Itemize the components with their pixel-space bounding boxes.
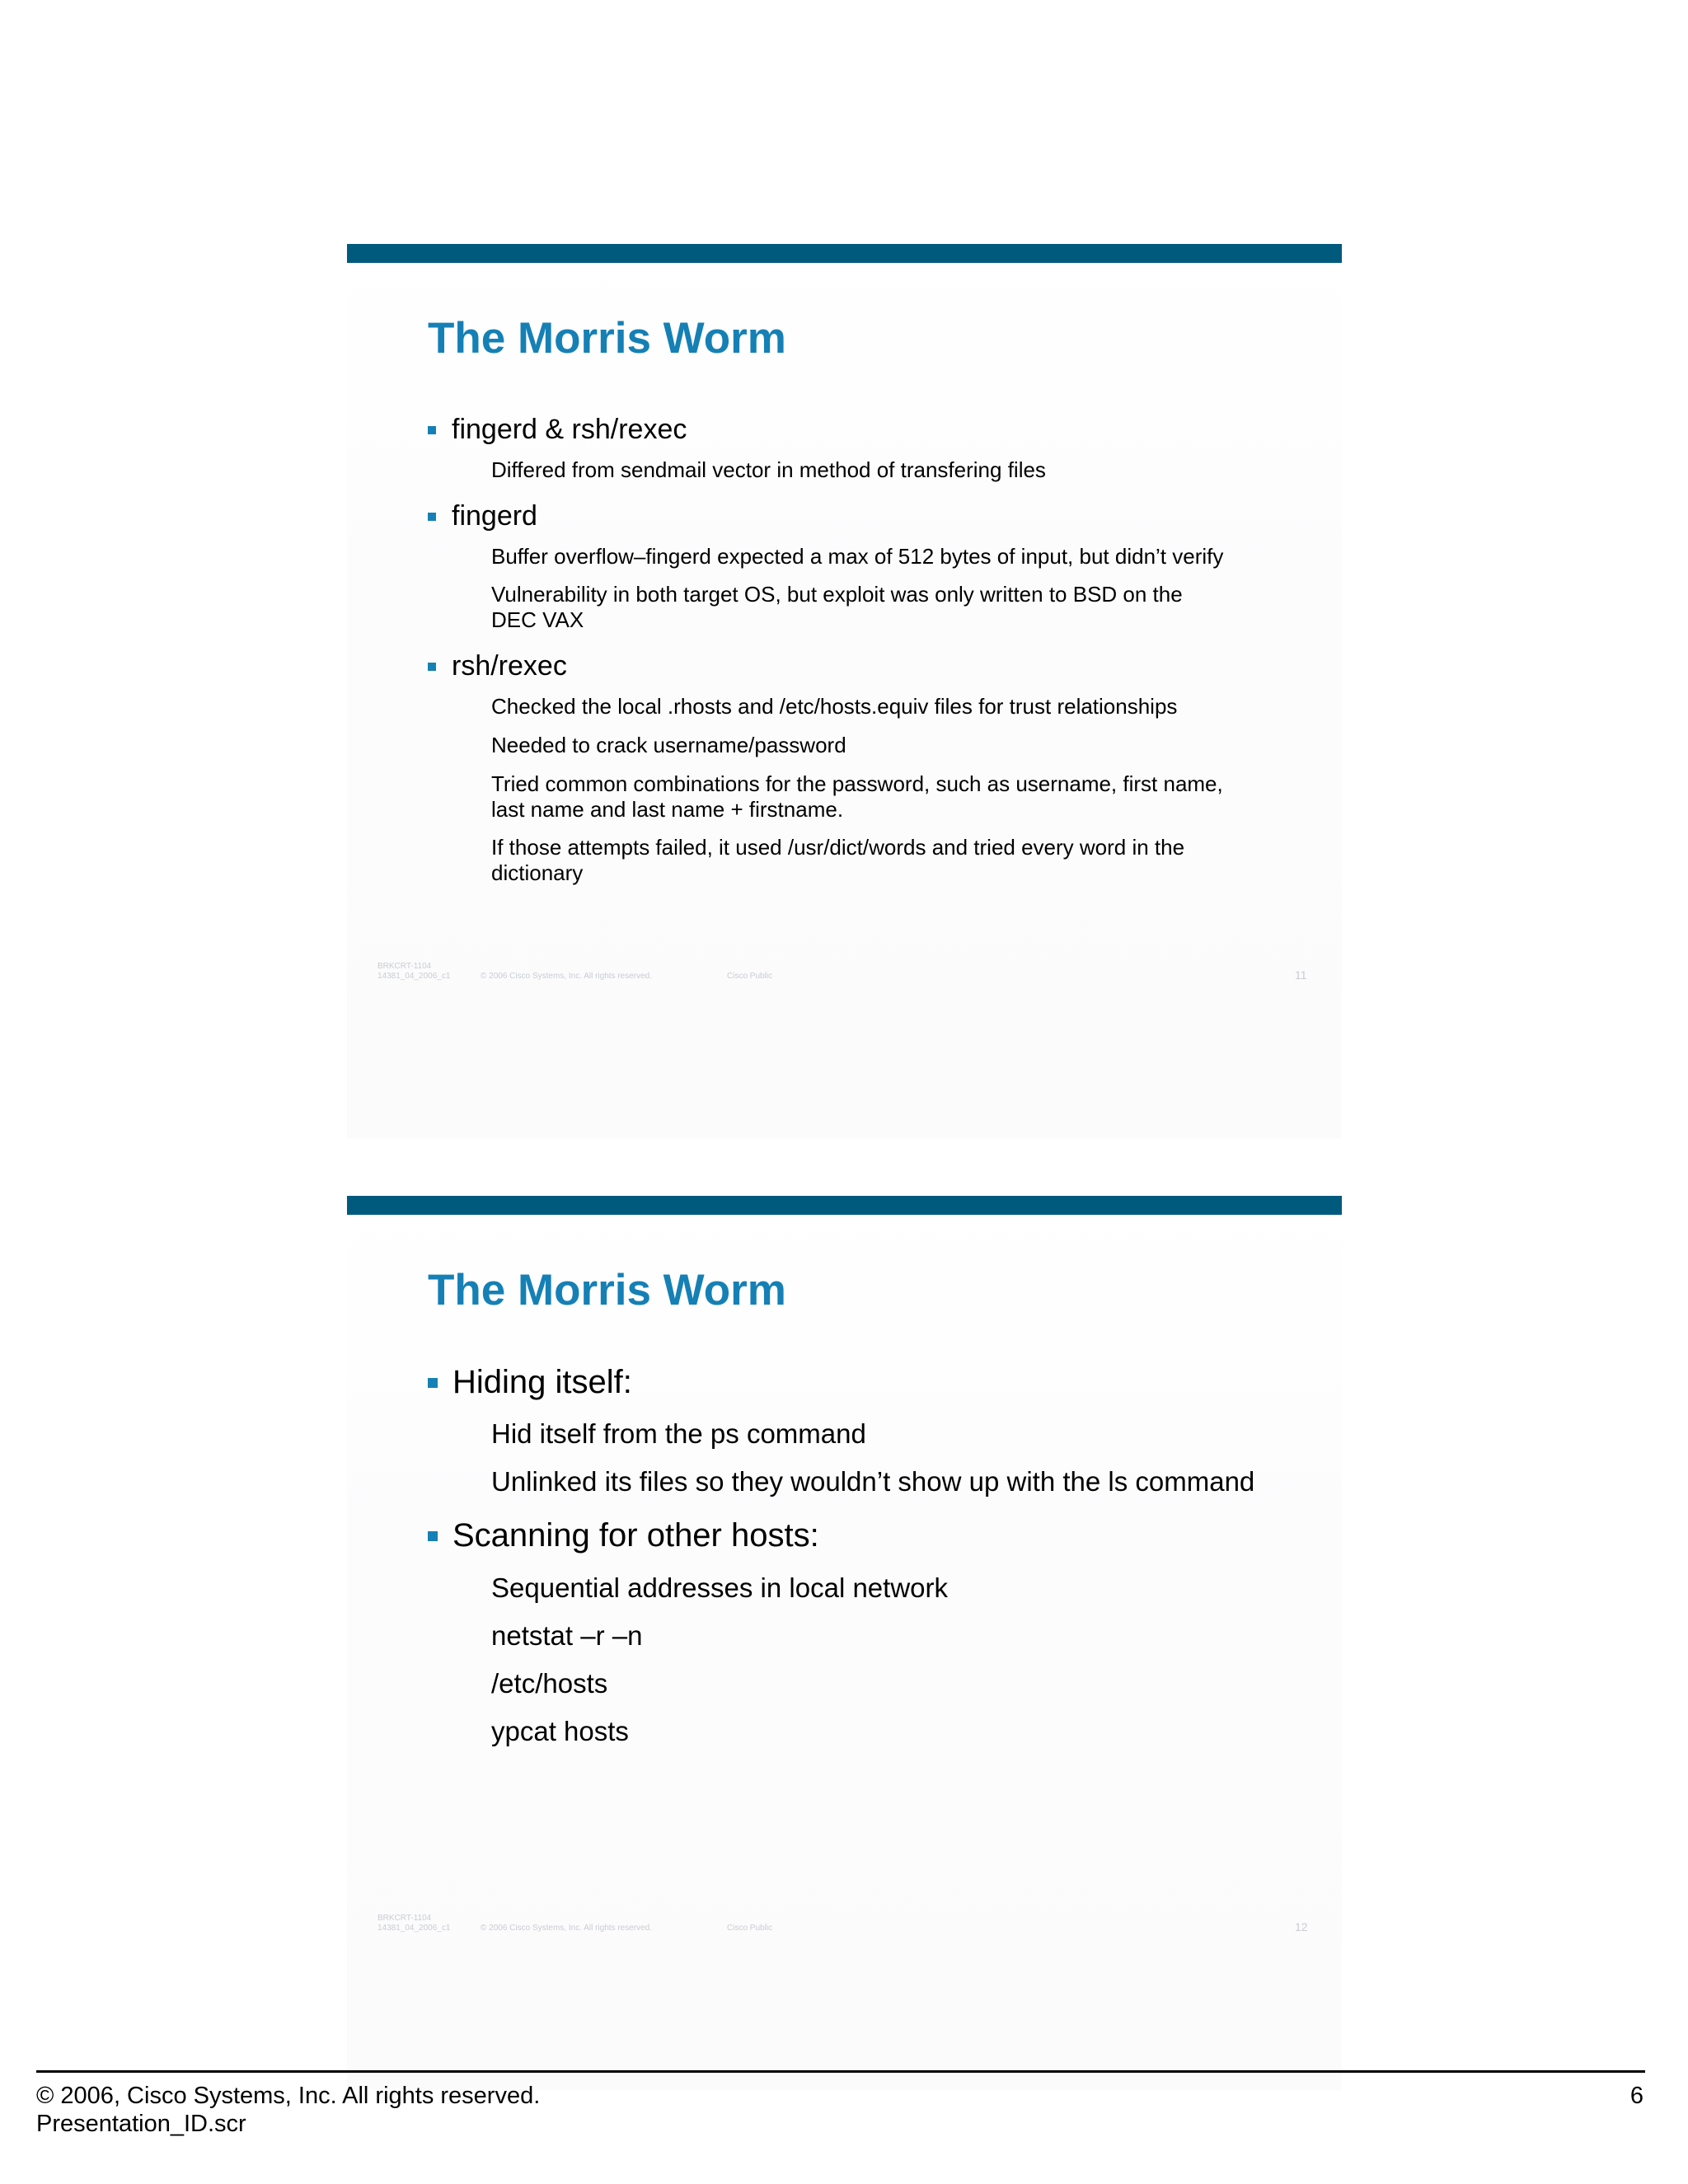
sub-bullet-text: If those attempts failed, it used /usr/dict/words and tried every word in the dictionary [491,835,1185,885]
sub-bullet-text: Vulnerability in both target OS, but exploit was only written to BSD on the DEC VAX [491,582,1183,632]
bullet-square-icon [428,663,436,671]
slide-footer-copyright: © 2006 Cisco Systems, Inc. All rights reserved. [481,972,653,981]
sub-bullet-text: Tried common combinations for the password, such as username, first name, last name and last name + firstname. [491,771,1223,822]
sub-bullet: Unlinked its files so they wouldn’t show up with the ls command [491,1466,1255,1497]
presentation-code: 14381_04_2006_c1 [377,972,451,981]
sub-bullet: Sequential addresses in local network [491,1572,948,1603]
slide-header-bar [347,244,1342,263]
bullet-square-icon [428,513,436,521]
bullet-scanning-hosts [428,1517,819,1554]
slide-header-bar [347,1196,1342,1215]
bullet-square-icon [428,1531,438,1541]
bullet-label: rsh/rexec [452,650,567,682]
presentation-code: 14381_04_2006_c1 [377,1924,451,1933]
bullet-square-icon [428,1378,438,1388]
bullet-label: fingerd [452,500,537,532]
sub-bullet: netstat –r –n [491,1620,643,1651]
bullet-rsh-rexec [428,650,567,682]
bullet-label: fingerd & rsh/rexec [452,414,687,445]
bullet-fingerd [428,500,537,532]
slide-footer-ids [377,1914,450,1933]
sub-bullet [491,835,1184,886]
sub-bullet: Differed from sendmail vector in method of transfering files [491,457,1046,482]
bullet-hiding-itself [428,1364,632,1401]
page-footer-presentation-id: Presentation_ID.scr [36,2111,246,2137]
slide-footer-copyright: © 2006 Cisco Systems, Inc. All rights reserved. [481,1924,653,1933]
slide-title: The Morris Worm [428,314,786,363]
sub-bullet: ypcat hosts [491,1716,629,1746]
slide-footer-classification: Cisco Public [727,1924,773,1933]
page-number: 6 [1629,2083,1643,2109]
page-footer-rule [36,2070,1645,2073]
slide-footer-classification: Cisco Public [727,972,773,981]
sub-bullet: Hid itself from the ps command [491,1418,866,1449]
slide-number: 12 [1295,1920,1308,1933]
slide-background [347,244,1342,1138]
slide-title: The Morris Worm [428,1266,786,1315]
sub-bullet [491,582,1183,633]
sub-bullet: /etc/hosts [491,1668,608,1699]
slide-number: 11 [1295,968,1307,982]
bullet-label: Scanning for other hosts: [452,1517,819,1554]
sub-bullet [491,771,1223,823]
page-footer-copyright: © 2006, Cisco Systems, Inc. All rights reserved. [36,2083,541,2109]
sub-bullet: Buffer overflow–fingerd expected a max of 512 bytes of input, but didn’t verify [491,544,1224,569]
session-id: BRKCRT-1104 [377,1914,432,1923]
session-id: BRKCRT-1104 [377,962,432,971]
sub-bullet: Checked the local .rhosts and /etc/hosts.equiv files for trust relationships [491,694,1178,719]
bullet-label: Hiding itself: [452,1364,632,1400]
sub-bullet: Needed to crack username/password [491,733,846,757]
slide-footer-ids [377,962,450,982]
bullet-fingerd-rsh-rexec [428,414,687,446]
bullet-square-icon [428,426,436,434]
